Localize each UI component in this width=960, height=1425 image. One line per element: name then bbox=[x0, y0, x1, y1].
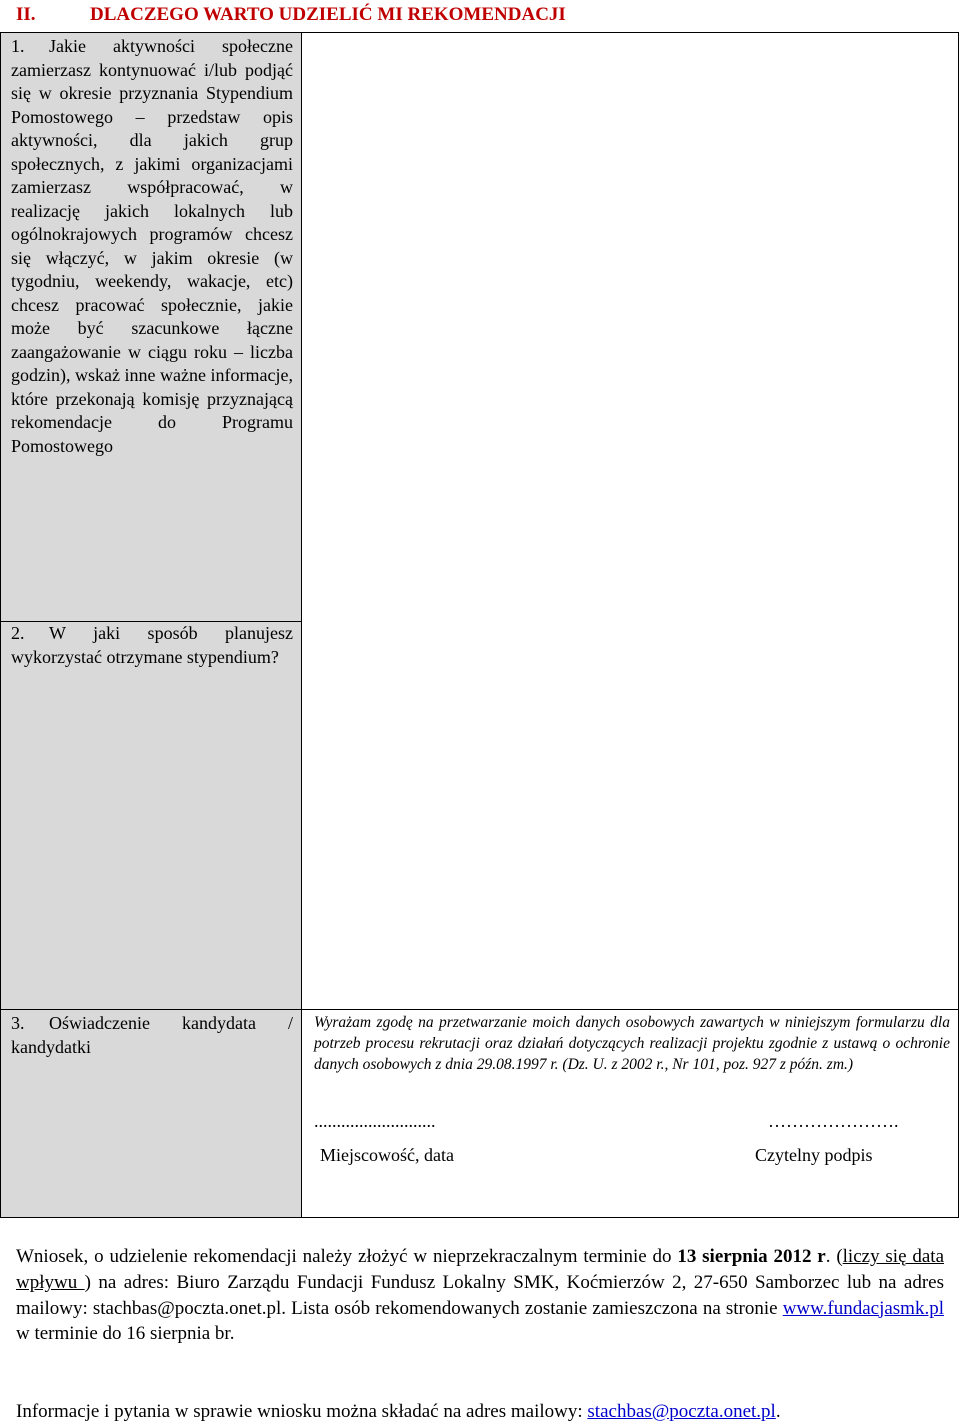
receipt-date-note: liczy się data wpływu bbox=[16, 1246, 945, 1293]
signature-label: Czytelny podpis bbox=[755, 1145, 873, 1165]
email-link[interactable]: stachbas@poczta.onet.pl bbox=[587, 1401, 776, 1422]
website-link[interactable]: www.fundacjasmk.pl bbox=[782, 1297, 944, 1319]
submission-info bbox=[16, 1244, 944, 1347]
question-2-text: W jaki sposób planujesz wykorzystać otrzymane stypendium? bbox=[11, 623, 293, 667]
deadline-date: 13 sierpnia 2012 r bbox=[677, 1246, 826, 1267]
section-number: II. bbox=[16, 4, 36, 25]
contact-text-end: . bbox=[775, 1401, 781, 1422]
question-3-cell bbox=[1, 1010, 302, 1218]
place-date-label: Miejscowość, data bbox=[320, 1145, 454, 1165]
signature-area bbox=[302, 1075, 958, 1175]
question-1-text: Jakie aktywności społeczne zamierzasz kontynuować i/lub podjąć się w okresie przyznania Stypendium Pomostowego – przedstaw opis aktywności, dla jakich grup społecznych, z jakimi organizacjami zamierzasz współpracować, w realizację jakich lokalnych lub ogólnokrajowych programów chcesz się włączyć, w jakim okresie (w tygodniu, weekendy, wakacje, etc) chcesz pracować społecznie, jakie może być szacunkowe łączne zaangażowanie w ciągu roku – liczba godzin), wskaż inne ważne informacje, które przekonają komisję przyznającą rekomendacje do Programu Pomostowego bbox=[11, 36, 293, 456]
place-date-line[interactable]: ........................... bbox=[314, 1111, 436, 1131]
submission-text-3: ) na adres: Biuro Zarządu Fundacji Fundusz Lokalny SMK, Koćmierzów 2, 27-650 Samborzec lub na adres mailowy: stachbas@poczta.onet.pl. Lista osób rekomendowanych zostanie zamieszczona na stronie bbox=[16, 1271, 944, 1319]
question-1 bbox=[1, 33, 301, 458]
question-3-number: 3. bbox=[11, 1013, 25, 1033]
question-2 bbox=[1, 622, 301, 669]
consent-cell bbox=[302, 1010, 959, 1218]
question-3 bbox=[1, 1010, 301, 1059]
contact-text: Informacje i pytania w sprawie wniosku można składać na adres mailowy: bbox=[16, 1401, 588, 1422]
submission-text-2: . ( bbox=[825, 1246, 843, 1267]
question-3-text: Oświadczenie kandydata / kandydatki bbox=[11, 1013, 293, 1057]
submission-text-1: Wniosek, o udzielenie rekomendacji należy złożyć w nieprzekraczalnym terminie do bbox=[16, 1246, 678, 1267]
question-1-cell bbox=[1, 33, 302, 622]
answer-1-2-field[interactable] bbox=[302, 33, 959, 1010]
question-2-number: 2. bbox=[11, 623, 25, 643]
section-title: DLACZEGO WARTO UDZIELIĆ MI REKOMENDACJI bbox=[90, 4, 566, 25]
recommendation-form-table bbox=[0, 32, 959, 1218]
consent-text: Wyrażam zgodę na przetwarzanie moich danych osobowych zawartych w niniejszym formularzu dla potrzeb procesu rekrutacji oraz działań dotyczących realizacji projektu zgodnie z ustawą o ochronie danych osobowych z dnia 29.08.1997 r. (Dz. U. z 2002 r., Nr 101, poz. 927 z późn. zm.) bbox=[314, 1014, 950, 1073]
section-heading bbox=[16, 4, 566, 26]
submission-text-4: w terminie do 16 sierpnia br. bbox=[16, 1323, 235, 1345]
question-1-number: 1. bbox=[11, 36, 25, 56]
contact-info bbox=[16, 1399, 944, 1425]
signature-line[interactable]: …………………. bbox=[768, 1111, 899, 1131]
question-2-cell bbox=[1, 622, 302, 1010]
